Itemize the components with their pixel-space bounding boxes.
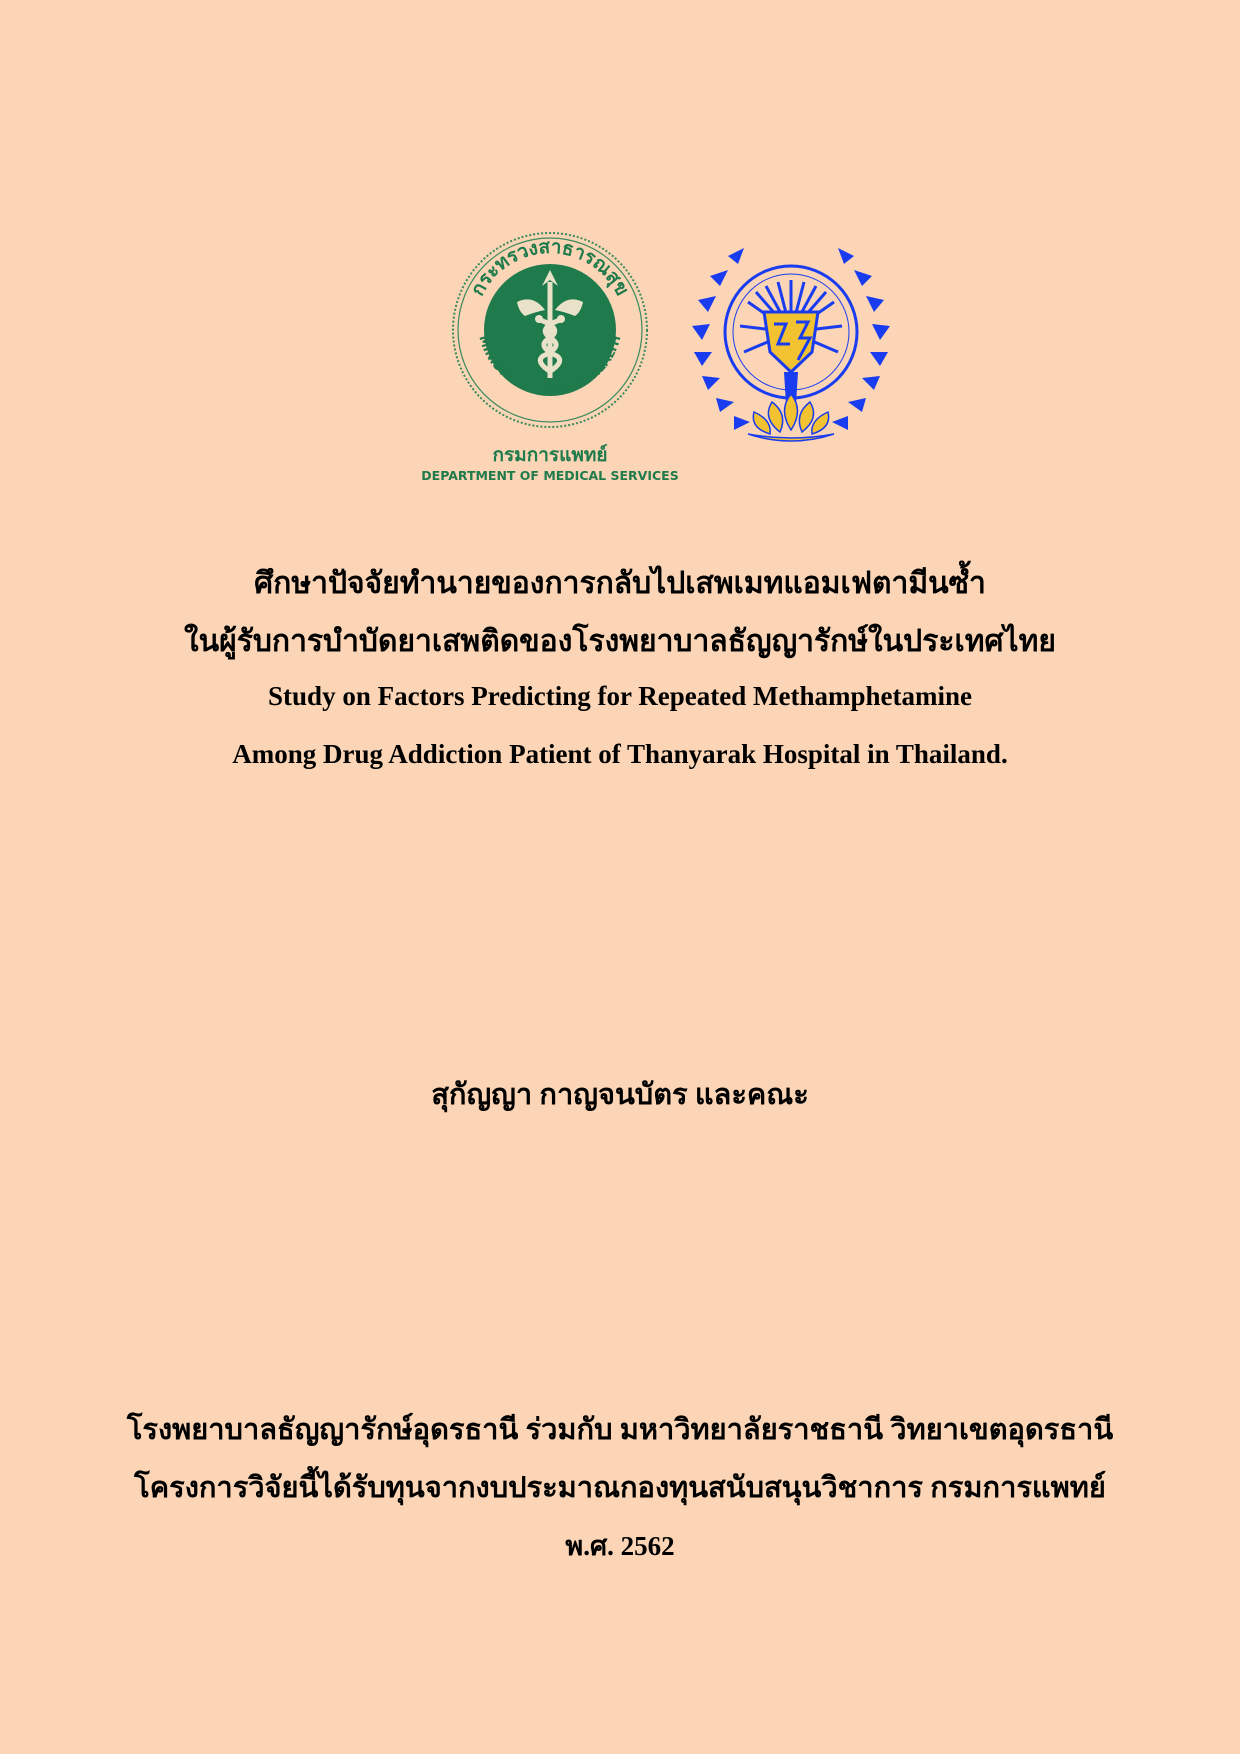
department-name-en: DEPARTMENT OF MEDICAL SERVICES <box>421 468 679 483</box>
title-thai-line-2: ในผู้รับการบำบัดยาเสพติดของโรงพยาบาลธัญญารักษ์ในประเทศไทย <box>184 625 1056 658</box>
title-thai-line-1: ศึกษาปัจจัยทำนายของการกลับไปเสพเมทแอมเฟตามีนซ้ำ <box>254 567 986 600</box>
title-english-line-2: Among Drug Addiction Patient of Thanyarak Hospital in Thailand. <box>232 739 1008 769</box>
department-name-th: กรมการแพทย์ <box>492 444 608 466</box>
funding-line: โครงการวิจัยนี้ได้รับทุนจากงบประมาณกองทุนสนับสนุนวิชาการ กรมการแพทย์ <box>134 1472 1106 1504</box>
authors: สุกัญญา กาญจนบัตร และคณะ <box>431 1079 809 1111</box>
publication-year: พ.ศ. 2562 <box>565 1531 675 1561</box>
ratchathani-university-emblem-icon <box>688 234 894 454</box>
seal-ring-text-en: MINISTRY OF PUBLIC HEALTH <box>476 333 624 398</box>
ministry-of-public-health-seal-icon <box>445 230 655 430</box>
title-english-line-1: Study on Factors Predicting for Repeated Methamphetamine <box>268 681 972 711</box>
institution-line: โรงพยาบาลธัญญารักษ์อุดรธานี ร่วมกับ มหาวิทยาลัยราชธานี วิทยาเขตอุดรธานี <box>126 1414 1114 1446</box>
seal-ring-text-th: กระทรวงสาธารณสุข <box>466 235 634 300</box>
logo-row <box>0 230 1240 500</box>
